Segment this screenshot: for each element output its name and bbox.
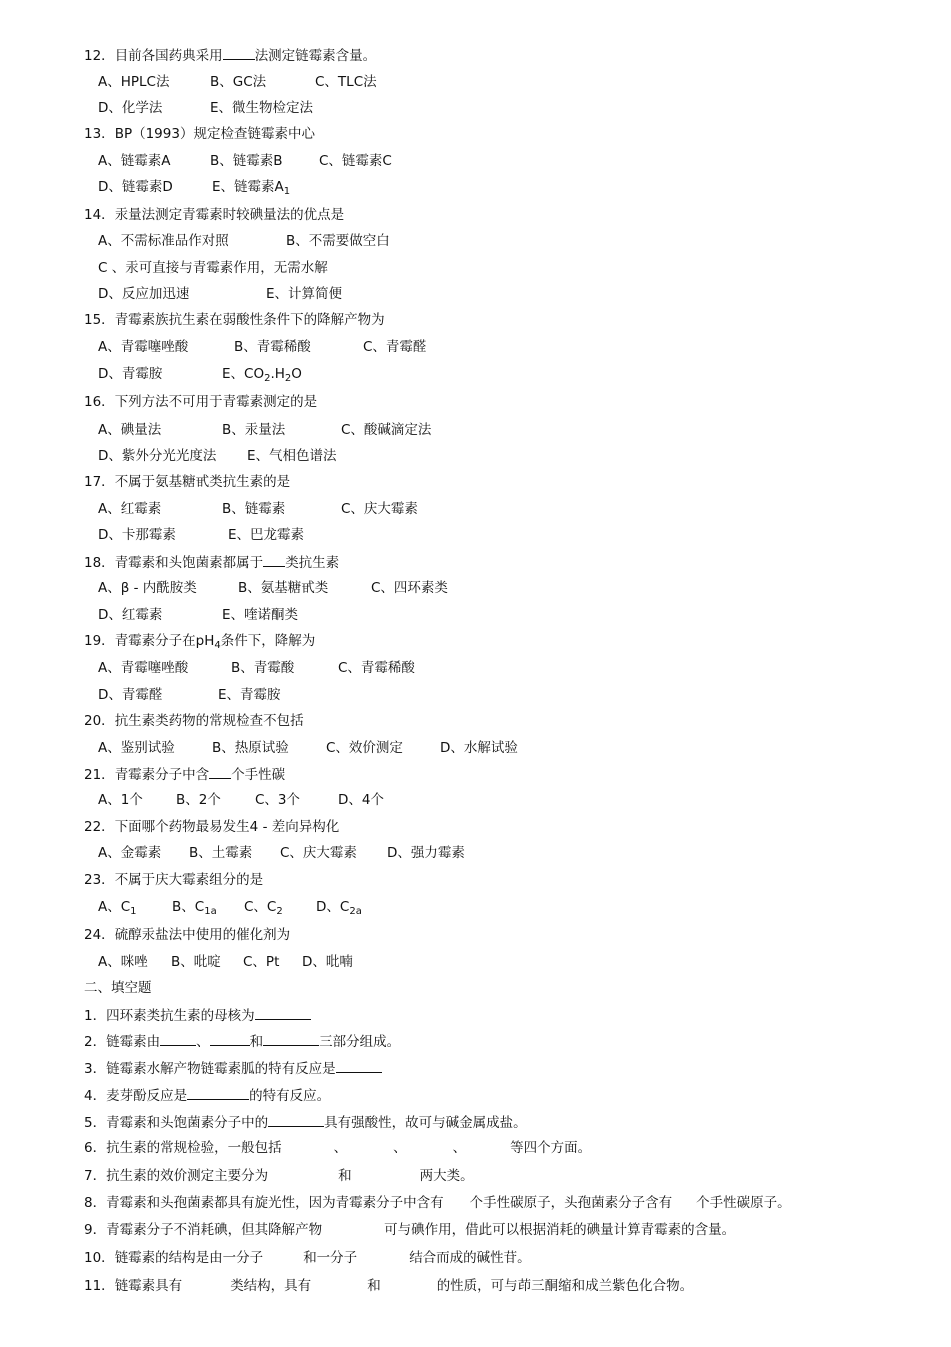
question-number: 14． (84, 207, 115, 223)
option-a[interactable]: A、红霉素 (98, 501, 162, 517)
option-b[interactable]: B、$C_{1a}$ (172, 899, 217, 917)
option-a[interactable]: A、1个 (98, 792, 143, 808)
question-17-stem (84, 472, 290, 492)
option-c[interactable]: C、3个 (255, 792, 301, 808)
option-a[interactable]: A、HPLC法 (98, 74, 170, 90)
option-d[interactable]: D、卡那霉素 (98, 527, 176, 543)
question-15-stem (84, 310, 385, 330)
answer-blank[interactable] (268, 1112, 324, 1127)
answer-blank[interactable] (223, 45, 255, 60)
question-text: 类抗生素 (285, 555, 340, 571)
option-b[interactable]: B、汞量法 (222, 422, 286, 438)
option-e[interactable]: E、微生物检定法 (210, 100, 314, 116)
question-text: 条件下，降解为 (220, 633, 316, 649)
question-text: 汞量法测定青霉素时较碘量法的优点是 (114, 207, 345, 223)
question-text: 青霉素族抗生素在弱酸性条件下的降解产物为 (114, 312, 385, 328)
answer-blank[interactable] (187, 1085, 249, 1100)
question-21-stem (84, 764, 285, 785)
question-13-stem (84, 124, 315, 144)
option-d[interactable]: D、反应加迅速 (98, 286, 190, 302)
option-a[interactable]: A、咪唑 (98, 954, 148, 970)
question-text: 不属于氨基糖甙类抗生素的是 (114, 474, 291, 490)
fill-item-6: 6．抗生素的常规检验，一般包括 、 、 、 等四个方面。 (84, 1140, 592, 1156)
fill-item-7: 7．抗生素的效价测定主要分为 和 两大类。 (84, 1168, 474, 1184)
option-d[interactable]: D、青霉胺 (98, 366, 163, 382)
question-number: 16． (84, 394, 115, 410)
fill-item-8: 8．青霉素和头孢菌素都具有旋光性，因为青霉素分子中含有 个手性碳原子，头孢菌素分子含有 个手性碳原子。 (84, 1195, 791, 1211)
question-14-stem (84, 205, 344, 225)
option-b[interactable]: B、不需要做空白 (286, 233, 390, 249)
fill-item-3: 3．链霉素水解产物链霉素胍的特有反应是 (84, 1058, 382, 1079)
question-text: 青霉素分子中含 (114, 767, 210, 783)
option-a[interactable]: A、$C_1$ (98, 899, 137, 917)
fill-item-5: 5．青霉素和头饱菌素分子中的 具有强酸性，故可与碱金属成盐。 (84, 1112, 527, 1133)
question-text: 下面哪个药物最易发生4 - 差向异构化 (114, 819, 340, 835)
answer-blank[interactable] (210, 1031, 250, 1046)
question-12-stem (84, 45, 376, 66)
fill-item-2: 2．链霉素由 、 和 三部分组成。 (84, 1031, 400, 1052)
option-a[interactable]: A、碘量法 (98, 422, 162, 438)
option-e[interactable]: E、青霉胺 (218, 687, 281, 703)
fill-item-10: 10．链霉素的结构是由一分子 和一分子 结合而成的碱性苷。 (84, 1250, 531, 1266)
option-d[interactable]: D、吡喃 (302, 954, 353, 970)
option-b[interactable]: B、吡啶 (171, 954, 221, 970)
question-text: 硫醇汞盐法中使用的催化剂为 (114, 927, 291, 943)
question-text: 不属于庆大霉素组分的是 (114, 872, 264, 888)
option-b[interactable]: B、2个 (176, 792, 221, 808)
option-d[interactable]: D、强力霉素 (387, 845, 465, 861)
option-d[interactable]: D、青霉醛 (98, 687, 163, 703)
option-e[interactable]: E、链霉素$A_1$ (212, 179, 291, 197)
option-b[interactable]: B、氨基糖甙类 (238, 580, 329, 596)
option-c[interactable]: C、酸碱滴定法 (341, 422, 432, 438)
option-a[interactable]: A、青霉噻唑酸 (98, 339, 189, 355)
option-b[interactable]: B、青霉稀酸 (234, 339, 311, 355)
fill-item-9: 9．青霉素分子不消耗碘，但其降解产物 可与碘作用，借此可以根据消耗的碘量计算青霉素的含量。 (84, 1222, 736, 1238)
option-c[interactable]: C、庆大霉素 (280, 845, 357, 861)
question-22-stem (84, 817, 339, 837)
question-text: 青霉素分子在pH (114, 633, 215, 649)
question-text: 目前各国药典采用 (114, 48, 223, 64)
fill-item-11: 11．链霉素具有 类结构，具有 和 的性质，可与茚三酮缩和成兰紫色化合物。 (84, 1278, 694, 1294)
option-c[interactable]: C、青霉稀酸 (338, 660, 415, 676)
option-d[interactable]: D、化学法 (98, 100, 163, 116)
option-c[interactable]: C、庆大霉素 (341, 501, 418, 517)
question-number: 22． (84, 819, 115, 835)
option-c[interactable]: C、青霉醛 (363, 339, 427, 355)
question-19-stem: 19．青霉素分子在$pH_4$条件下，降解为 (84, 633, 316, 651)
option-a[interactable]: A、金霉素 (98, 845, 162, 861)
question-text: 个手性碳 (231, 767, 286, 783)
question-text: BP（1993）规定检查链霉素中心 (114, 126, 315, 142)
option-e[interactable]: E、气相色谱法 (247, 448, 337, 464)
question-24-stem (84, 925, 290, 945)
option-e[interactable]: E、巴龙霉素 (228, 527, 305, 543)
question-number: 12． (84, 48, 115, 64)
option-d[interactable]: D、4个 (338, 792, 384, 808)
option-c[interactable]: C、$C_2$ (244, 899, 283, 917)
option-b[interactable]: B、链霉素 (222, 501, 286, 517)
question-text: 抗生素类药物的常规检查不包括 (114, 713, 304, 729)
option-a[interactable]: A、β - 内酰胺类 (98, 580, 197, 596)
option-d[interactable]: D、红霉素 (98, 607, 163, 623)
question-text: 下列方法不可用于青霉素测定的是 (114, 394, 318, 410)
option-a[interactable]: A、青霉噻唑酸 (98, 660, 189, 676)
answer-blank[interactable] (336, 1058, 382, 1073)
option-b[interactable]: B、链霉素B (210, 153, 283, 169)
answer-blank[interactable] (263, 552, 285, 567)
section-title-fill-in: 二、填空题 (84, 980, 152, 996)
answer-blank[interactable] (255, 1005, 311, 1020)
option-d[interactable]: D、水解试验 (440, 740, 518, 756)
question-18-stem (84, 552, 339, 573)
question-number: 20． (84, 713, 115, 729)
option-b[interactable]: B、青霉酸 (231, 660, 295, 676)
question-number: 21． (84, 767, 115, 783)
question-number: 15． (84, 312, 115, 328)
question-23-stem (84, 870, 263, 890)
question-number: 13． (84, 126, 115, 142)
option-e[interactable]: E、计算简便 (266, 286, 343, 302)
option-c[interactable]: C、TLC法 (315, 74, 377, 90)
option-e[interactable]: E、$CO_2.H_2O$ (222, 366, 302, 384)
fill-item-4: 4．麦芽酚反应是 的特有反应。 (84, 1085, 330, 1106)
option-c[interactable]: C、链霉素C (319, 153, 392, 169)
option-c[interactable]: C、效价测定 (326, 740, 403, 756)
question-number: 19． (84, 633, 115, 649)
answer-blank[interactable] (263, 1031, 319, 1046)
question-number: 23． (84, 872, 115, 888)
option-a[interactable]: A、鉴别试验 (98, 740, 175, 756)
option-a[interactable]: A、不需标准品作对照 (98, 233, 229, 249)
option-d[interactable]: D、紫外分光光度法 (98, 448, 217, 464)
option-d[interactable]: D、$C_{2a}$ (316, 899, 362, 917)
question-text: 法测定链霉素含量。 (254, 48, 377, 64)
option-d[interactable]: D、链霉素D (98, 179, 173, 195)
option-e[interactable]: E、喹诺酮类 (222, 607, 299, 623)
question-number: 24． (84, 927, 115, 943)
question-number: 18． (84, 555, 115, 571)
question-16-stem (84, 392, 317, 412)
question-number: 17． (84, 474, 115, 490)
option-c[interactable]: C、四环素类 (371, 580, 448, 596)
question-text: 青霉素和头饱菌素都属于 (114, 555, 264, 571)
fill-item-1: 1．四环素类抗生素的母核为 (84, 1005, 311, 1026)
option-a[interactable]: A、链霉素A (98, 153, 171, 169)
question-20-stem (84, 711, 304, 731)
answer-blank[interactable] (160, 1031, 196, 1046)
answer-blank[interactable] (209, 764, 231, 779)
option-c[interactable]: C 、汞可直接与青霉素作用，无需水解 (98, 260, 328, 276)
option-b[interactable]: B、热原试验 (212, 740, 289, 756)
option-b[interactable]: B、GC法 (210, 74, 267, 90)
option-b[interactable]: B、土霉素 (189, 845, 253, 861)
option-c[interactable]: C、Pt (243, 954, 280, 970)
